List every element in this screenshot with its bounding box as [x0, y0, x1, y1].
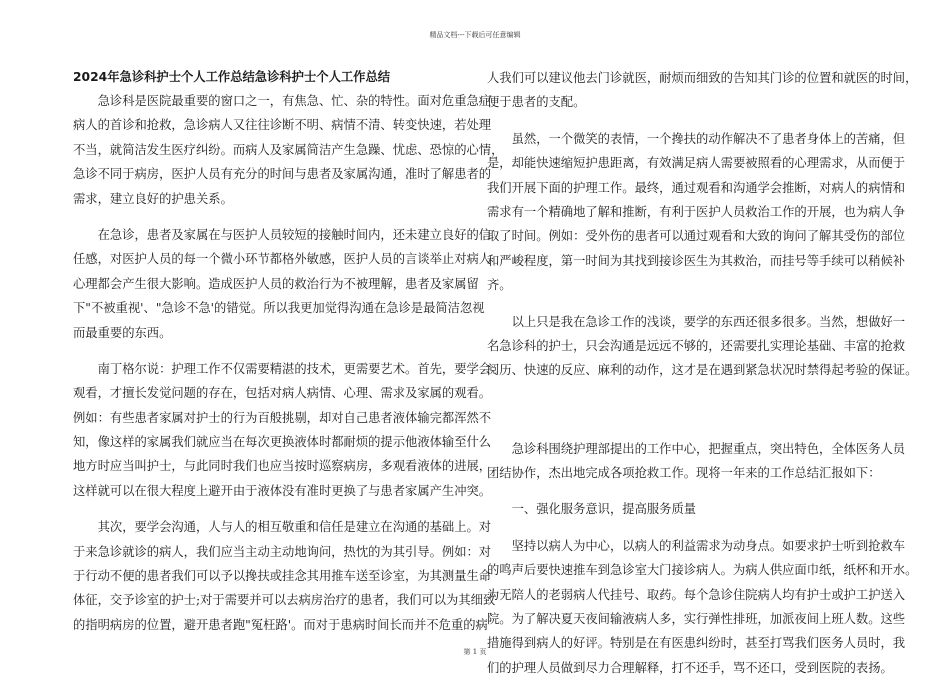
text-line: 例如：有些患者家属对护士的行为百般挑剔，却对自己患者液体输完都浑然不: [73, 410, 492, 425]
text-line: 在急诊，患者及家属在与医护人员较短的接触时间内，还未建立良好的信: [73, 227, 492, 242]
text-line: 为无陪人的老弱病人代挂号、取药。每个急诊住院病人均有护士或护工护送入: [487, 587, 906, 602]
text-line: 下"不被重视'、"急诊不急'的错觉。所以我更加觉得沟通在急诊是最简洁忽视: [73, 301, 485, 316]
document-title: 2024年急诊科护士个人工作总结急诊科护士个人工作总结: [73, 70, 391, 84]
text-line: 需求，建立良好的护患关系。: [73, 191, 233, 206]
text-line: 坚持以病人为中心，以病人的利益需求为动身点。如要求护士听到抢救车: [487, 538, 906, 553]
page-number: 第 1 页: [463, 648, 487, 656]
paragraph: [487, 437, 906, 486]
right-column: [487, 66, 918, 692]
text-line: 这样就可以在很大程度上避开由于液体没有准时更换了与患者家属产生冲突。: [73, 483, 492, 498]
text-line: 其次，要学会沟通，人与人的相互敬重和信任是建立在沟通的基础上。对: [73, 520, 492, 535]
text-line: 是，却能快速缩短护患距离，有效满足病人需要被照看的心理需求，从而便于: [487, 156, 906, 171]
text-line: 病人的首诊和抢救，急诊病人又往往诊断不明、病情不清、转变快速，若处理: [73, 118, 492, 133]
text-line: 的指明病房的位置，避开患者跑"冤枉路'。而对于患病时间长而并不危重的病: [73, 617, 488, 632]
text-line: 和严峻程度，第一时间为其找到接诊医生为其救治，而挂号等手续可以稍候补: [487, 253, 906, 268]
text-line: 团结协作，杰出地完成各项抢救工作。现将一年来的工作总结汇报如下：: [487, 466, 881, 481]
paragraph: [73, 89, 504, 211]
text-line: 地方时应当叫护士，与此同时我们也应当按时巡察病房，多观看液体的进展，: [73, 459, 492, 474]
text-line: 心理都会产生很大影响。造成医护人员的救治行为不被理解，患者及家属留: [73, 276, 479, 291]
text-line: 便于患者的支配。: [487, 95, 586, 110]
paragraph: [73, 223, 492, 345]
text-line: 我们开展下面的护理工作。最终，通过观看和沟通学会推断，对病人的病情和: [487, 180, 906, 195]
text-line: 急诊科围绕护理部提出的工作中心，把握重点，突出特色，全体医务人员: [487, 441, 906, 456]
text-line: 南丁格尔说：护理工作不仅需要精湛的技术，更需要艺术。首先，要学会: [73, 361, 492, 376]
text-line: 取了时间。例如：受外伤的患者可以通过观看和大致的询问了解其受伤的部位: [487, 229, 906, 244]
text-line: 院。为了解决夏天夜间输液病人多，实行弹性排班，加派夜间上班人数。这些: [487, 612, 906, 627]
text-line: 而最重要的东西。: [73, 325, 172, 340]
text-line: 体征，交予诊室的护士;对于需要并可以去病房治疗的患者，我们可以为其细致: [73, 593, 496, 608]
text-line: 知，像这样的家属我们就应当在每次更换液体时都耐烦的提示他液体输至什么: [73, 435, 492, 450]
text-line: 任感，对医护人员的每一个微小环节都格外敏感，医护人员的言谈举止对病人: [73, 252, 492, 267]
paragraph: [487, 534, 918, 680]
text-line: 急诊科是医院最重要的窗口之一，有焦急、忙、杂的特性。面对危重急症: [73, 94, 492, 108]
text-line: 们的护理人员做到尽力合理解释，打不还手，骂不还口，受到医院的表扬。: [487, 660, 893, 675]
text-line: 虽然，一个微笑的表情，一个搀扶的动作解决不了患者身体上的苦痛，但: [487, 131, 906, 146]
page-header-note: 精品文档---下载后可任意编辑: [429, 31, 521, 39]
text-line: 的鸣声后要快速推车到急诊室大门接诊病人。为病人供应面巾纸，纸杯和开水。: [487, 563, 918, 578]
text-line: 名急诊科的护士，只会沟通是远远不够的，还需要扎实理论基础、丰富的抢救: [487, 338, 906, 353]
text-line: 需求有一个精确地了解和推断，有利于医护人员救治工作的开展，也为病人争: [487, 204, 906, 219]
left-column: [73, 66, 504, 649]
text-line: 急诊不同于病房，医护人员有充分的时间与患者及家属沟通，准时了解患者的: [73, 167, 492, 182]
paragraph: [73, 357, 492, 503]
right-paragraphs: [487, 66, 918, 680]
text-line: 观看，才擅长发觉问题的存在，包括对病人病情、心理、需求及家属的观看。: [73, 386, 492, 401]
text-line: 于来急诊就诊的病人，我们应当主动主动地询问，热忱的为其引导。例如：对: [73, 544, 492, 559]
text-line: 以上只是我在急诊工作的浅谈，要学的东西还很多很多。当然，想做好一: [487, 314, 906, 329]
text-line: 不当，就简洁发生医疗纠纷。而病人及家属简洁产生急躁、忧虑、恐惊的心情，: [73, 142, 504, 157]
text-line: 人我们可以建议他去门诊就医，耐烦而细致的告知其门诊的位置和就医的时间，: [487, 71, 918, 85]
text-line: 齐。: [487, 278, 512, 293]
paragraph: [487, 497, 879, 521]
text-line: 于行动不便的患者我们可以予以搀扶或挂念其用推车送至诊室，为其测量生命: [73, 569, 492, 584]
text-line: 一、强化服务意识，提高服务质量: [487, 502, 697, 517]
paragraph: [73, 515, 496, 637]
paragraph: [487, 310, 918, 383]
section-gap: [487, 395, 879, 437]
paragraph: [487, 66, 918, 115]
left-paragraphs: [73, 89, 504, 637]
text-line: 措施得到病人的好评。特别是在有医患纠纷时，甚至打骂我们医务人员时，我: [487, 636, 906, 651]
text-line: 阅历、快速的反应、麻利的动作，这才是在遇到紧急状况时禁得起考验的保证。: [487, 363, 918, 378]
paragraph: [487, 127, 906, 298]
